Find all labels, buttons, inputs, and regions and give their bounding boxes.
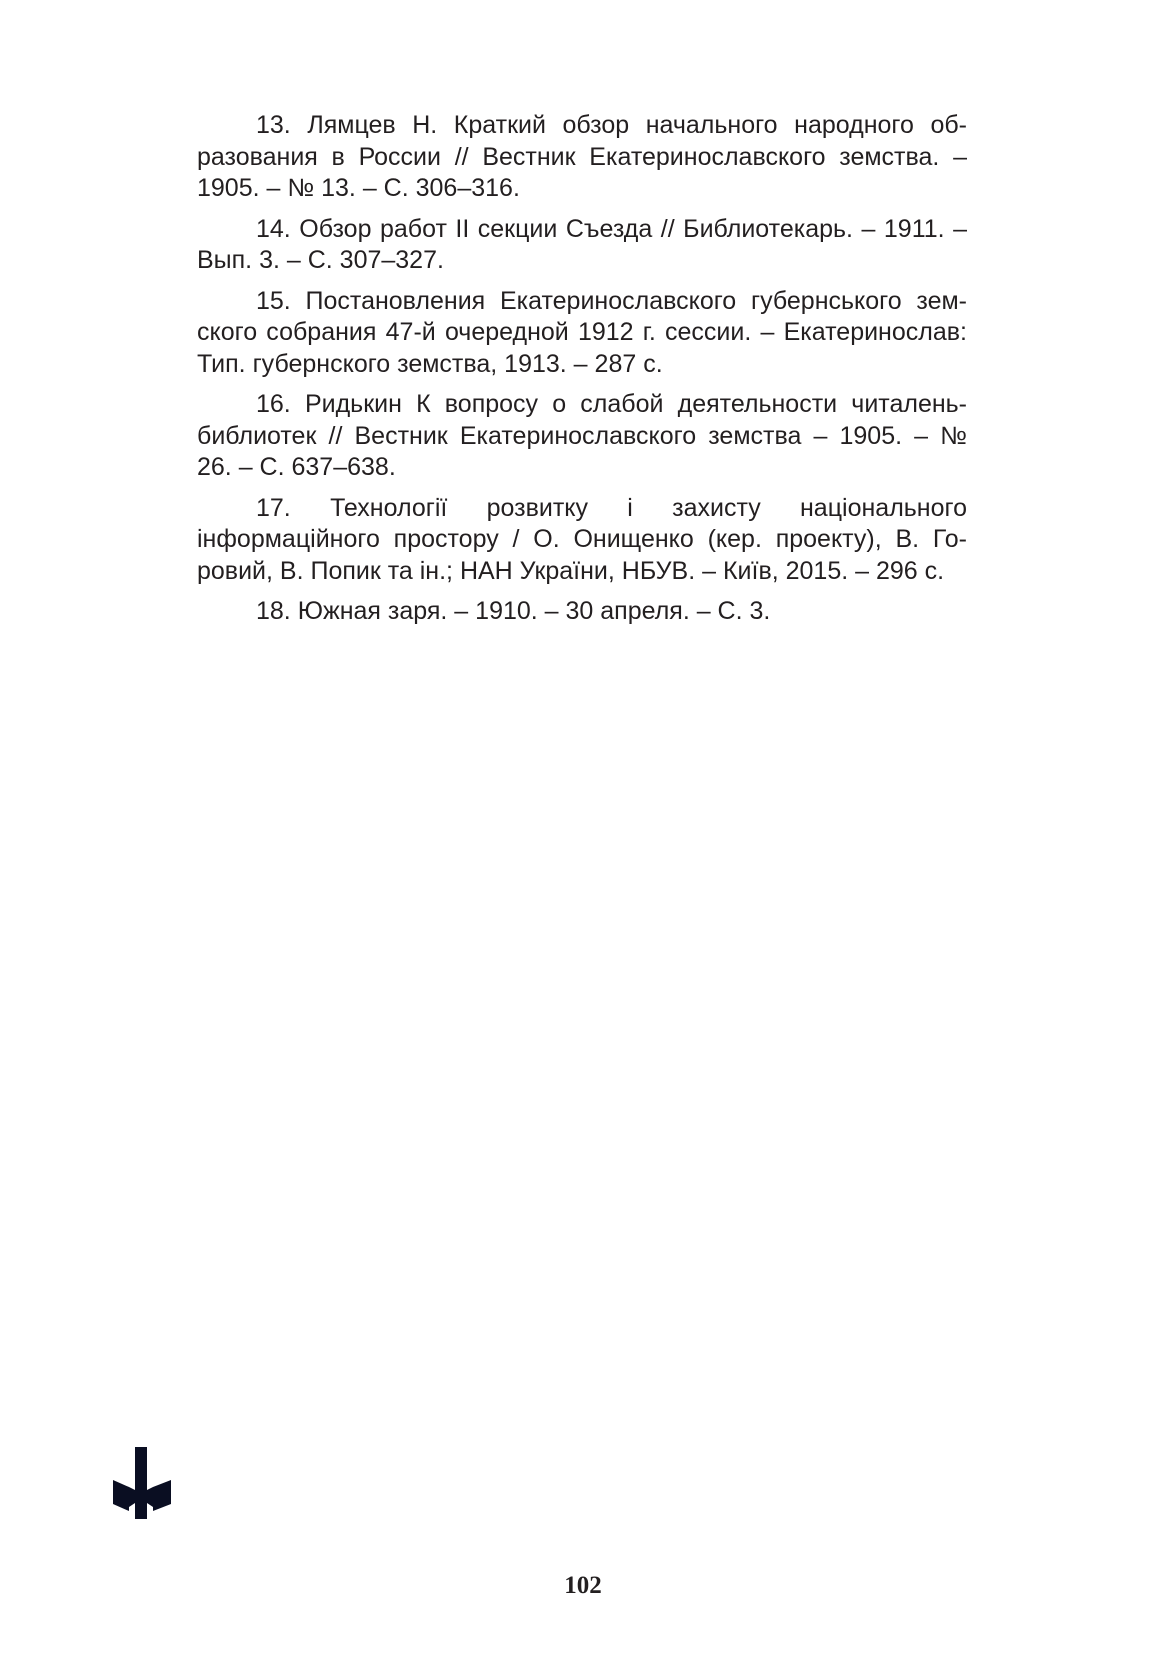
reference-list bbox=[197, 110, 967, 637]
reference-item bbox=[197, 493, 967, 588]
reference-number: 17. bbox=[256, 493, 291, 522]
reference-number: 14. bbox=[256, 214, 291, 243]
reference-text: Южная заря. – 1910. – 30 апреля. – С. 3. bbox=[297, 597, 771, 625]
reference-item bbox=[197, 596, 967, 628]
reference-number: 13. bbox=[256, 111, 291, 139]
reference-item bbox=[197, 286, 967, 381]
reference-item bbox=[197, 110, 967, 205]
reference-text: Технології розвитку і захисту національного інформаційного простору / О. Онищенко (кер. проекту), В. Горовий, В. Попик та ін.; НАН України, НБУВ. – Київ, 2015. – 296 с. bbox=[197, 493, 967, 585]
reference-text: Ридькин К вопросу о слабой деятельности читалень-библиотек // Вестник Екатеринославского земства – 1905. – № 26. – С. 637–638. bbox=[197, 390, 967, 481]
page-number: 102 bbox=[564, 1572, 602, 1599]
reference-item bbox=[197, 214, 967, 277]
reference-text: Лямцев Н. Краткий обзор начального народного образования в России // Вестник Екатеринославского земства. – 1905. – № 13. – С. 306–316. bbox=[197, 111, 967, 202]
reference-number: 18. bbox=[256, 597, 291, 625]
reference-text: Обзор работ II секции Съезда // Библиотекарь. – 1911. – Вып. 3. – С. 307–327. bbox=[197, 214, 967, 274]
publisher-logo-icon bbox=[112, 1447, 172, 1519]
reference-item bbox=[197, 389, 967, 484]
reference-number: 16. bbox=[256, 390, 291, 418]
reference-text: Постановления Екатеринославского губернського земского собрания 47-й очередной 1912 г. сессии. – Екатеринослав: Тип. губернского земства, 1913. – 287 с. bbox=[197, 286, 967, 378]
reference-number: 15. bbox=[256, 286, 291, 315]
